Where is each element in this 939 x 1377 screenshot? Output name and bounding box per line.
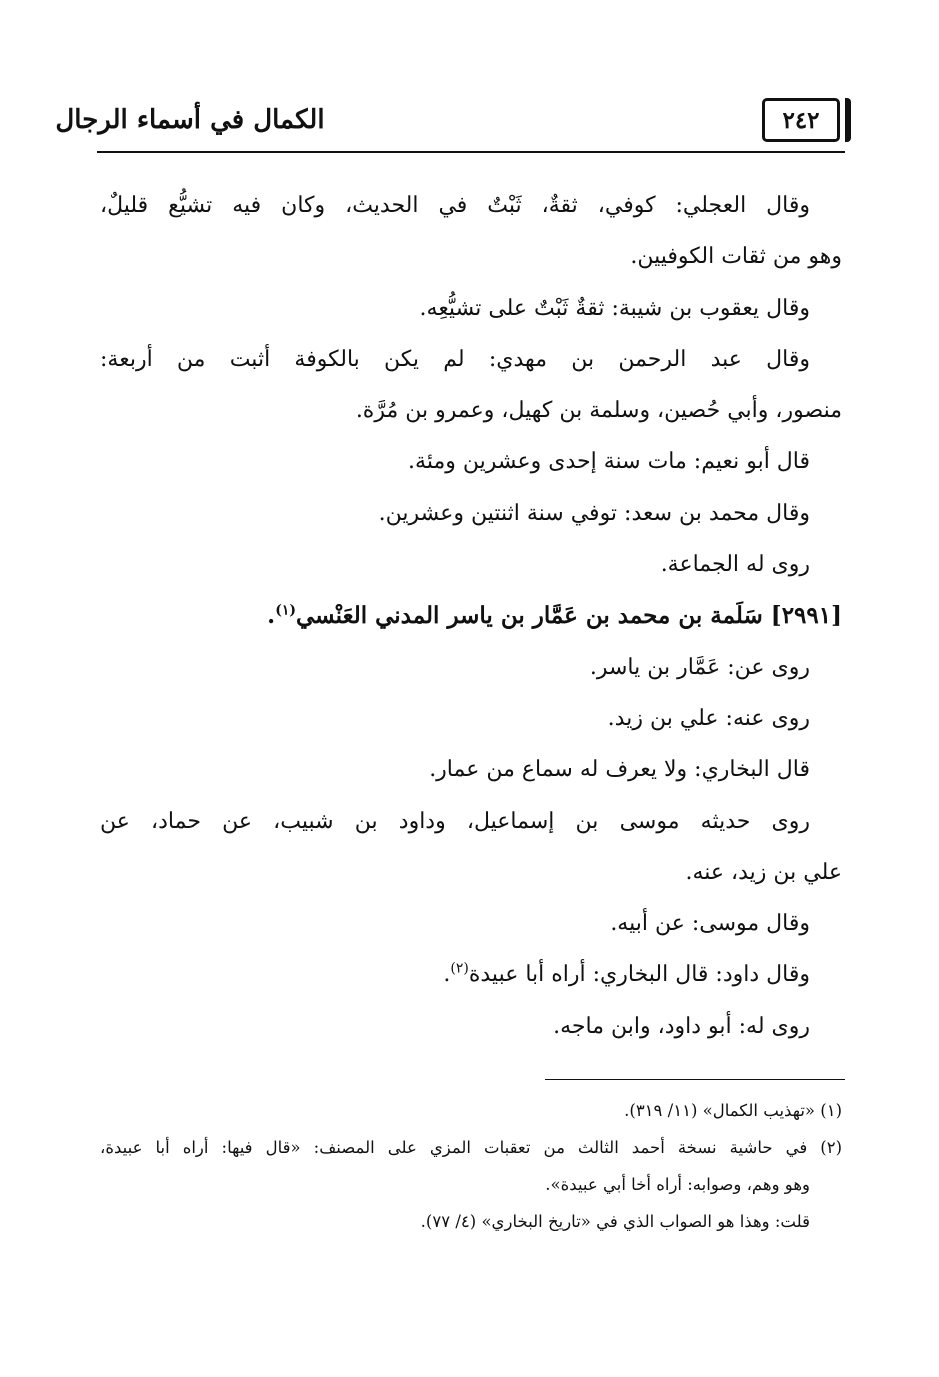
- entry-end: .: [267, 602, 276, 630]
- text-line: روى عن: عَمَّار بن ياسر.: [589, 654, 810, 680]
- text-line: منصور، وأبي حُصين، وسلمة بن كهيل، وعمرو بن مُرَّة.: [355, 398, 842, 424]
- text-line: روى عنه: علي بن زيد.: [607, 705, 810, 731]
- footnote-ref: (٢): [450, 961, 469, 978]
- entry-number: [٢٩٩١]: [770, 602, 842, 630]
- footnote-2-continued: وهو وهم، وصوابه: أراه أخا أبي عبيدة».: [545, 1175, 810, 1194]
- dawud-text: وقال داود: قال البخاري: أراه أبا عبيدة: [468, 962, 810, 988]
- text-line: روى له الجماعة.: [660, 552, 810, 578]
- text-line: روى له: أبو داود، وابن ماجه.: [553, 1013, 810, 1039]
- footnote-1: (١) «تهذيب الكمال» (١١/ ٣١٩).: [624, 1101, 842, 1120]
- header-rule: [97, 151, 845, 153]
- footnote-2: (٢) في حاشية نسخة أحمد الثالث من تعقبات المزي على المصنف: «قال فيها: أراه أبا عبيدة،: [100, 1138, 842, 1157]
- text-line: وهو من ثقات الكوفيين.: [630, 244, 842, 270]
- text-line: روى حديثه موسى بن إسماعيل، وداود بن شبيب، عن حماد، عن: [100, 808, 810, 834]
- running-title: الكمال في أسماء الرجال: [55, 105, 325, 135]
- footnote-separator: [545, 1079, 845, 1080]
- text-line: وقال موسى: عن أبيه.: [610, 911, 810, 937]
- text-line: وقال العجلي: كوفي، ثقةٌ، ثَبْتٌ في الحديث، وكان فيه تشيُّع قليلٌ،: [100, 193, 810, 218]
- text-line: وقال يعقوب بن شيبة: ثقةٌ ثَبْتٌ على تشيُّعِه.: [419, 295, 810, 321]
- text-line: وقال محمد بن سعد: توفي سنة اثنتين وعشرين.: [378, 500, 810, 526]
- footnote-ref: (١): [275, 602, 296, 619]
- text-line: قال البخاري: ولا يعرف له سماع من عمار.: [429, 757, 810, 783]
- body-text: [100, 180, 842, 1052]
- text-line: وقال عبد الرحمن بن مهدي: لم يكن بالكوفة أثبت من أربعة:: [100, 346, 810, 372]
- text-line: قال أبو نعيم: مات سنة إحدى وعشرين ومئة.: [408, 449, 810, 475]
- footnote-2-comment: قلت: وهذا هو الصواب الذي في «تاريخ البخاري» (٤/ ٧٧).: [420, 1212, 810, 1231]
- footnotes: [100, 1092, 842, 1240]
- dawud-end: .: [443, 962, 451, 988]
- entry-name: سَلَمة بن محمد بن عَمَّار بن ياسر المدني العَنْسي: [295, 602, 763, 630]
- entry-heading: [100, 590, 842, 641]
- dawud-line: [100, 949, 842, 1000]
- text-line: علي بن زيد، عنه.: [685, 859, 842, 885]
- page-number: ٢٤٢: [762, 98, 840, 142]
